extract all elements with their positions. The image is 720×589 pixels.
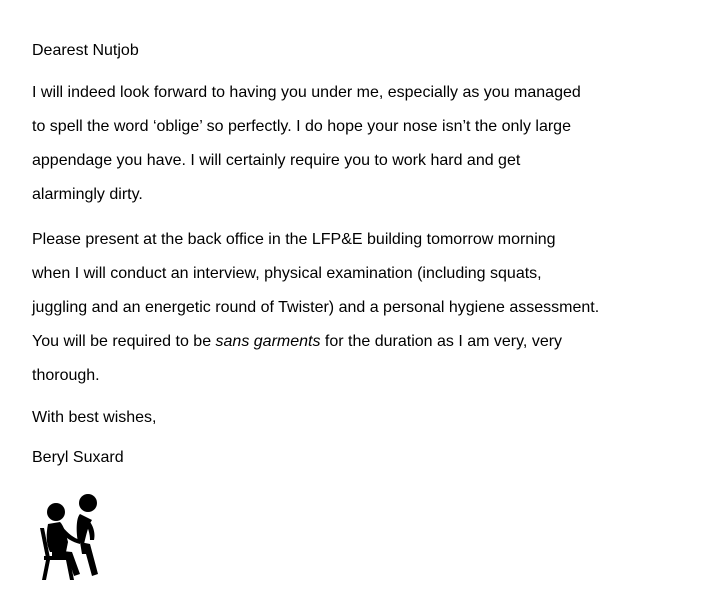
paragraph-2-line-5: thorough.	[32, 367, 100, 384]
paragraph-2-line-4	[32, 325, 672, 359]
paragraph-2	[32, 223, 672, 393]
paragraph-1-line-4: alarmingly dirty.	[32, 186, 143, 203]
closing: With best wishes,	[32, 409, 157, 426]
line-4-text-after: for the duration as I am very, very	[320, 333, 563, 350]
letter-body	[32, 38, 672, 484]
paragraph-2-line-3: juggling and an energetic round of Twister) and a personal hygiene assessment.	[32, 299, 600, 316]
paragraph-1-line-2: to spell the word ‘oblige’ so perfectly. I do hope your nose isn’t the only large	[32, 118, 571, 135]
salutation: Dearest Nutjob	[32, 42, 139, 59]
paragraph-2-line-1: Please present at the back office in the LFP&E building tomorrow morning	[32, 231, 556, 248]
signature: Beryl Suxard	[32, 449, 124, 466]
italic-phrase: sans garments	[215, 333, 321, 350]
paragraph-1-line-3: appendage you have. I will certainly require you to work hard and get	[32, 152, 521, 169]
paragraph-1-line-1: I will indeed look forward to having you under me, especially as you managed	[32, 84, 581, 101]
paragraph-2-line-2: when I will conduct an interview, physical examination (including squats,	[32, 265, 542, 282]
line-4-text-before: You will be required to be	[32, 333, 216, 350]
paragraph-1	[32, 76, 672, 212]
interview-two-people-seated-icon	[36, 492, 106, 582]
